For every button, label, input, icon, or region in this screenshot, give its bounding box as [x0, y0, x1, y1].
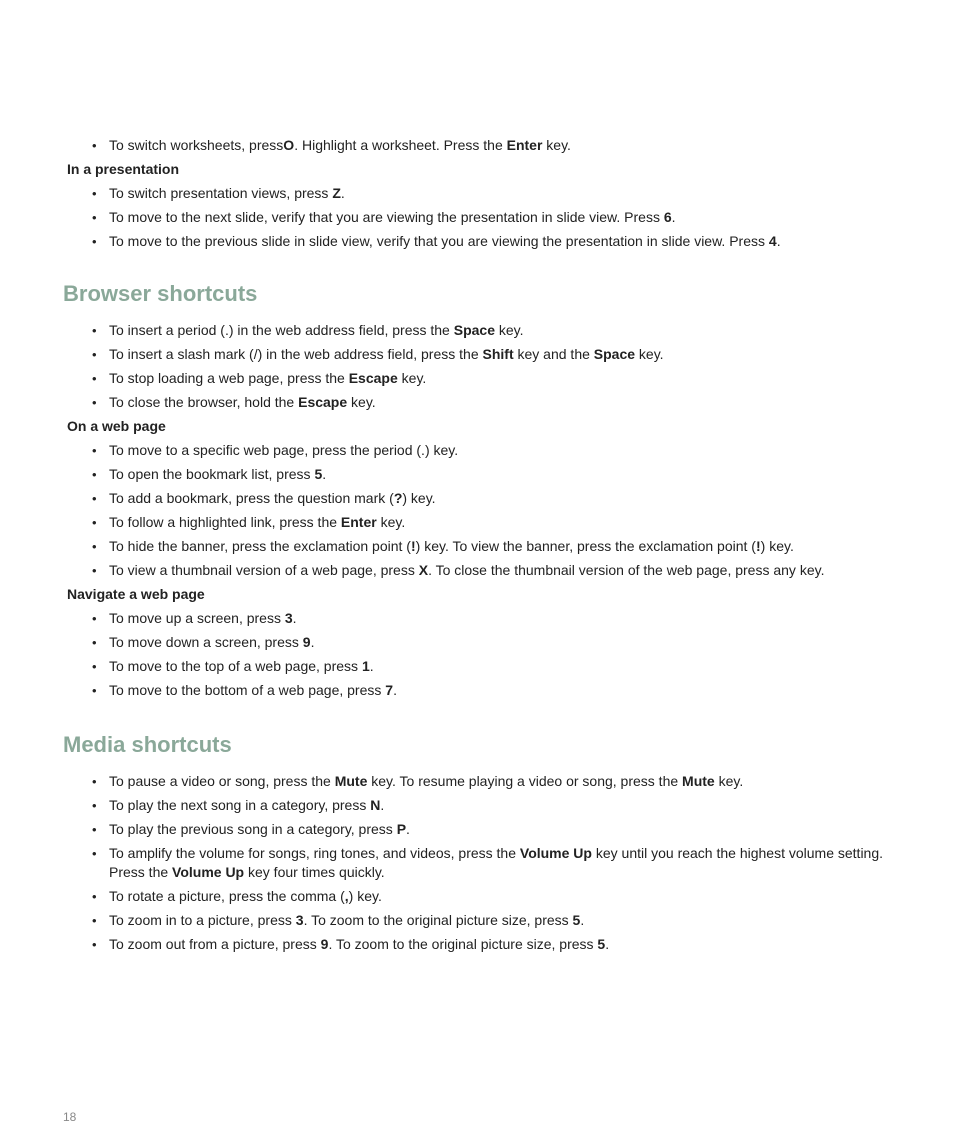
list-item — [0, 393, 899, 412]
item-text: . To zoom to the original picture size, press — [328, 936, 598, 952]
item-text: . — [369, 658, 374, 674]
key-name: 6 — [663, 209, 672, 225]
item-text: key. — [347, 394, 376, 410]
item-text: . — [292, 610, 297, 626]
key-name: Enter — [506, 137, 543, 153]
key-name: Enter — [340, 514, 377, 530]
item-text: . — [322, 466, 327, 482]
worksheet-list — [0, 136, 899, 155]
item-text: To open the bookmark list, press — [109, 466, 315, 482]
list-item — [0, 208, 899, 227]
item-text: To move up a screen, press — [109, 610, 285, 626]
key-name: ! — [755, 538, 761, 554]
key-name: 7 — [385, 682, 394, 698]
list-item — [0, 513, 899, 532]
item-text: . — [580, 912, 585, 928]
key-name: 5 — [572, 912, 581, 928]
item-text: . Highlight a worksheet. Press the — [294, 137, 507, 153]
key-name: 9 — [302, 634, 311, 650]
list-item — [0, 657, 899, 676]
list-item — [0, 911, 899, 930]
item-text: To play the previous song in a category, press — [109, 821, 397, 837]
key-name: Volume Up — [172, 864, 245, 880]
item-text: To move down a screen, press — [109, 634, 303, 650]
item-text: . — [310, 634, 315, 650]
item-text: To play the next song in a category, press — [109, 797, 371, 813]
navigate-list — [0, 609, 899, 700]
key-name: P — [396, 821, 407, 837]
item-text: . — [393, 682, 397, 698]
key-name: ? — [393, 490, 403, 506]
key-name: X — [418, 562, 429, 578]
item-text: key. — [635, 346, 664, 362]
list-item — [0, 136, 899, 155]
item-text: key. To resume playing a video or song, press the — [367, 773, 683, 789]
item-text: . — [605, 936, 610, 952]
item-text: To move to the top of a web page, press — [109, 658, 362, 674]
list-item — [0, 681, 899, 700]
item-text: To move to the previous slide in slide view, verify that you are viewing the presentation in slide view. Press — [109, 233, 769, 249]
key-name: Volume Up — [519, 845, 592, 861]
web-page-list — [0, 441, 899, 580]
key-name: Space — [593, 346, 636, 362]
list-item — [0, 844, 899, 882]
item-text: To rotate a picture, press the comma ( — [109, 888, 345, 904]
browser-shortcuts-heading: Browser shortcuts — [63, 281, 258, 306]
list-item — [0, 820, 899, 839]
item-text: key four times quickly. — [244, 864, 385, 880]
item-text: To amplify the volume for songs, ring tones, and videos, press the — [109, 845, 520, 861]
list-item — [0, 441, 899, 460]
list-item — [0, 935, 899, 954]
item-text: ) key. — [402, 490, 436, 506]
item-text: To close the browser, hold the — [109, 394, 299, 410]
list-item — [0, 609, 899, 628]
item-text: key. — [542, 137, 571, 153]
item-text: . To close the thumbnail version of the web page, press any key. — [428, 562, 825, 578]
item-text: . To zoom to the original picture size, press — [303, 912, 573, 928]
key-name: Mute — [334, 773, 368, 789]
section-worksheet-continued — [0, 136, 899, 256]
key-name: Escape — [348, 370, 398, 386]
list-item — [0, 345, 899, 364]
item-text: . — [776, 233, 781, 249]
item-text: To insert a slash mark (/) in the web address field, press the — [109, 346, 483, 362]
key-name: Mute — [682, 773, 715, 789]
key-name: 3 — [284, 610, 293, 626]
key-name: 5 — [314, 466, 323, 482]
item-text: To zoom out from a picture, press — [109, 936, 321, 952]
media-shortcuts-heading: Media shortcuts — [63, 732, 232, 757]
list-item — [0, 465, 899, 484]
key-name: Z — [332, 185, 341, 201]
item-text: key until you reach the highest volume setting. Press the — [109, 845, 884, 880]
item-text: key. — [714, 773, 744, 789]
key-name: Shift — [482, 346, 514, 362]
item-text: ) key. — [348, 888, 382, 904]
item-text: To insert a period (.) in the web address field, press the — [109, 322, 454, 338]
item-text: key and the — [513, 346, 594, 362]
list-item — [0, 489, 899, 508]
item-text: . — [671, 209, 676, 225]
item-text: ) key. — [760, 538, 794, 554]
key-name: 9 — [320, 936, 329, 952]
item-text: To stop loading a web page, press the — [109, 370, 349, 386]
list-item — [0, 561, 899, 580]
item-text: To view a thumbnail version of a web page, press — [109, 562, 419, 578]
list-item — [0, 184, 899, 203]
list-item — [0, 369, 899, 388]
item-text: . — [340, 185, 345, 201]
item-text: To zoom in to a picture, press — [109, 912, 296, 928]
key-name: Escape — [298, 394, 348, 410]
key-name: O — [283, 137, 295, 153]
key-name: 1 — [361, 658, 370, 674]
media-list — [0, 772, 899, 954]
item-text: . — [380, 797, 385, 813]
list-item — [0, 772, 899, 791]
item-text: key. — [494, 322, 524, 338]
section-media-shortcuts — [0, 731, 899, 959]
item-text: To follow a highlighted link, press the — [109, 514, 341, 530]
item-text: key. — [376, 514, 406, 530]
item-text: . — [406, 821, 410, 837]
item-text: To pause a video or song, press the — [109, 773, 335, 789]
item-text: ) key. To view the banner, press the exclamation point ( — [415, 538, 756, 554]
key-name: 3 — [295, 912, 304, 928]
list-item — [0, 232, 899, 251]
key-name: N — [370, 797, 381, 813]
item-text: To switch presentation views, press — [109, 185, 333, 201]
item-text: To move to the next slide, verify that you are viewing the presentation in slide view. Press — [109, 209, 664, 225]
item-text: To switch worksheets, press — [109, 137, 284, 153]
section-browser-shortcuts — [0, 280, 899, 705]
list-item — [0, 887, 899, 906]
page-number: 18 — [63, 1110, 77, 1124]
item-text: To add a bookmark, press the question mark ( — [109, 490, 394, 506]
list-item — [0, 796, 899, 815]
item-text: key. — [397, 370, 427, 386]
item-text: To hide the banner, press the exclamation point ( — [109, 538, 411, 554]
subheading-navigate-a-web-page: Navigate a web page — [67, 586, 205, 602]
browser-list — [0, 321, 899, 412]
presentation-list — [0, 184, 899, 251]
subheading-on-a-web-page: On a web page — [67, 418, 166, 434]
key-name: , — [344, 888, 349, 904]
list-item — [0, 537, 899, 556]
key-name: Space — [453, 322, 495, 338]
key-name: ! — [410, 538, 416, 554]
list-item — [0, 321, 899, 340]
subheading-in-a-presentation: In a presentation — [67, 161, 180, 177]
item-text: To move to the bottom of a web page, press — [109, 682, 386, 698]
key-name: 5 — [597, 936, 606, 952]
item-text: To move to a specific web page, press the period (.) key. — [109, 442, 459, 458]
key-name: 4 — [768, 233, 777, 249]
list-item — [0, 633, 899, 652]
